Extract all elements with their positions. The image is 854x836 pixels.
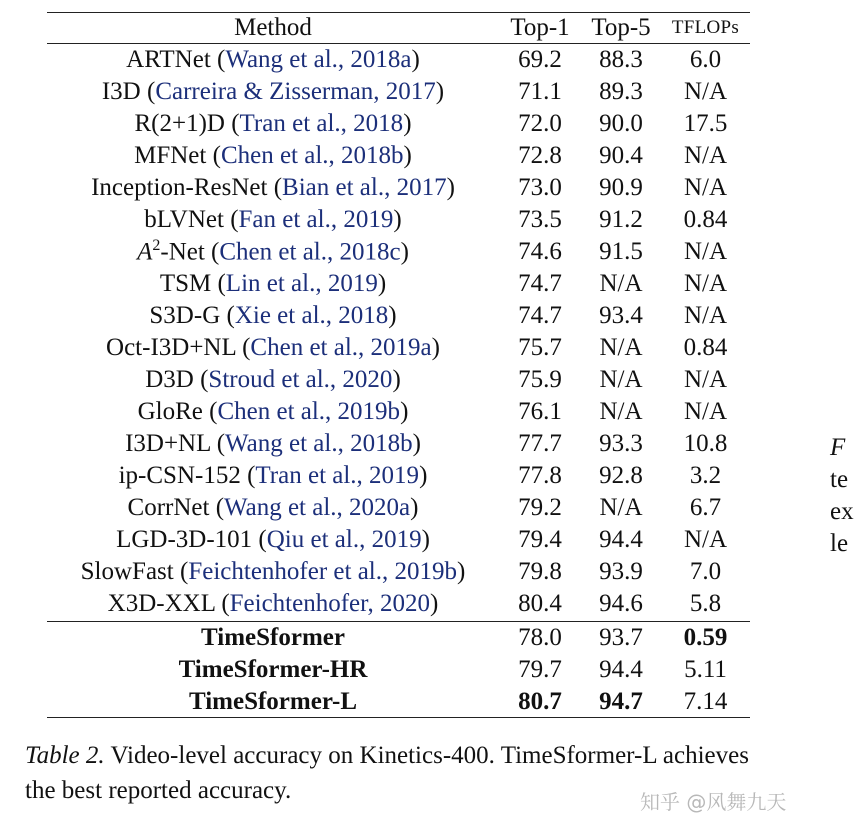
header-top1: Top-1: [510, 14, 570, 41]
tflops-cell: N/A: [683, 270, 728, 297]
top5-cell: 94.7: [599, 688, 643, 715]
top5-cell: N/A: [599, 494, 643, 521]
method-cell: ip-CSN-152 (Tran et al., 2019): [118, 462, 428, 489]
table-row: [47, 140, 750, 172]
table-row: [47, 300, 750, 332]
tflops-cell: 5.8: [689, 590, 722, 617]
top5-cell: 91.5: [599, 238, 643, 265]
top1-cell: 77.8: [518, 462, 562, 489]
top1-cell: 80.7: [518, 688, 562, 715]
caption-label: Table 2.: [25, 742, 105, 769]
top1-cell: 71.1: [518, 78, 562, 105]
citation: Qiu et al., 2019: [266, 526, 422, 553]
caption-text: Video-level accuracy on Kinetics-400. TimeSformer-L achieves the best reported accuracy.: [25, 742, 749, 804]
method-name: I3D: [101, 78, 141, 105]
citation: Bian et al., 2017: [282, 174, 447, 201]
citation: Chen et al., 2018c: [219, 238, 401, 266]
top5-cell: N/A: [599, 270, 643, 297]
table-row: [47, 172, 750, 204]
tflops-cell: N/A: [683, 78, 728, 105]
top1-cell: 77.7: [518, 430, 562, 457]
table-row: [47, 332, 750, 364]
tflops-cell: 7.14: [683, 688, 728, 715]
top5-cell: 90.4: [599, 142, 643, 169]
header-top5: Top-5: [591, 14, 651, 41]
method-name: Oct-I3D+NL: [106, 334, 236, 361]
method-cell: TimeSformer-HR: [178, 656, 368, 683]
side-fragment-line: F: [830, 434, 846, 461]
table-row: [47, 524, 750, 556]
method-superscript: 2: [152, 237, 161, 255]
table-row: [47, 428, 750, 460]
method-name: GloRe: [137, 398, 203, 425]
method-name: MFNet: [134, 142, 207, 169]
top5-cell: 89.3: [599, 78, 643, 105]
method-name: ARTNet: [126, 46, 211, 73]
tflops-cell: N/A: [683, 526, 728, 553]
top5-cell: 93.3: [599, 430, 643, 457]
top1-cell: 72.8: [518, 142, 562, 169]
method-cell: I3D (Carreira & Zisserman, 2017): [101, 78, 445, 105]
citation: Carreira & Zisserman, 2017: [155, 78, 436, 105]
tflops-cell: N/A: [683, 398, 728, 425]
header-method: Method: [234, 14, 312, 41]
method-cell: Inception-ResNet (Bian et al., 2017): [91, 174, 455, 201]
top5-cell: 94.6: [599, 590, 643, 617]
top5-cell: 90.9: [599, 174, 643, 201]
tflops-cell: N/A: [683, 302, 728, 329]
method-name: ip-CSN-152: [118, 462, 241, 489]
top5-cell: 91.2: [599, 206, 643, 233]
top1-cell: 73.5: [518, 206, 562, 233]
table-row: [47, 588, 750, 620]
side-fragment-line: le: [830, 530, 849, 557]
top5-cell: N/A: [599, 334, 643, 361]
top5-cell: 93.4: [599, 302, 643, 329]
tflops-cell: 3.2: [689, 462, 722, 489]
method-name: TSM: [159, 270, 212, 297]
top1-cell: 74.7: [518, 302, 562, 329]
top1-cell: 79.7: [518, 656, 562, 683]
method-name: CorrNet: [127, 494, 210, 521]
table-row: [47, 268, 750, 300]
table-row: [47, 108, 750, 140]
method-cell: MFNet (Chen et al., 2018b): [134, 142, 412, 169]
method-cell: GloRe (Chen et al., 2019b): [137, 398, 409, 425]
method-cell: Oct-I3D+NL (Chen et al., 2019a): [106, 334, 440, 361]
top1-cell: 69.2: [518, 46, 562, 73]
table-row: [47, 492, 750, 524]
tflops-cell: 7.0: [689, 558, 722, 585]
method-cell: bLVNet (Fan et al., 2019): [144, 206, 402, 233]
method-name: LGD-3D-101: [116, 526, 253, 553]
top5-cell: 94.4: [599, 526, 643, 553]
citation: Chen et al., 2018b: [220, 142, 404, 169]
tflops-cell: N/A: [683, 366, 728, 393]
table-row: [47, 364, 750, 396]
top1-cell: 72.0: [518, 110, 562, 137]
citation: Tran et al., 2018: [239, 110, 404, 137]
method-cell: R(2+1)D (Tran et al., 2018): [134, 110, 412, 137]
top5-cell: 88.3: [599, 46, 643, 73]
top5-cell: 93.9: [599, 558, 643, 585]
header-tflops: TFLOPs: [671, 17, 740, 38]
citation: Fan et al., 2019: [238, 206, 394, 233]
ours-row: [47, 686, 750, 718]
method-cell: ARTNet (Wang et al., 2018a): [126, 46, 420, 73]
citation: Wang et al., 2018a: [225, 46, 412, 73]
watermark: 知乎 @风舞九天: [640, 790, 787, 814]
table-row: [47, 204, 750, 236]
top1-cell: 80.4: [518, 590, 562, 617]
tflops-cell: 0.84: [683, 334, 728, 361]
adjacent-column-fragment: [830, 432, 854, 560]
top1-cell: 75.9: [518, 366, 562, 393]
method-name: -Net: [160, 238, 205, 266]
method-cell: S3D-G (Xie et al., 2018): [149, 302, 397, 329]
bottom-rule: [47, 717, 750, 718]
citation: Tran et al., 2019: [255, 462, 420, 489]
tflops-cell: 6.0: [689, 46, 722, 73]
method-cell: LGD-3D-101 (Qiu et al., 2019): [116, 526, 430, 553]
top1-cell: 73.0: [518, 174, 562, 201]
method-cell: I3D+NL (Wang et al., 2018b): [125, 430, 421, 457]
method-name: I3D+NL: [125, 430, 211, 457]
citation: Wang et al., 2018b: [225, 430, 413, 457]
top1-cell: 79.2: [518, 494, 562, 521]
tflops-cell: 6.7: [689, 494, 722, 521]
top5-cell: 93.7: [599, 624, 643, 651]
tflops-cell: N/A: [683, 238, 728, 265]
citation: Stroud et al., 2020: [208, 366, 393, 393]
citation: Feichtenhofer, 2020: [229, 590, 430, 617]
top1-cell: 74.6: [518, 238, 562, 265]
table-row: [47, 44, 750, 76]
method-cell: D3D (Stroud et al., 2020): [145, 366, 401, 393]
citation: Wang et al., 2020a: [224, 494, 411, 521]
method-name: X3D-XXL: [107, 590, 216, 617]
tflops-cell: 0.84: [683, 206, 728, 233]
method-cell: CorrNet (Wang et al., 2020a): [127, 494, 419, 521]
method-cell: SlowFast (Feichtenhofer et al., 2019b): [80, 558, 466, 585]
top5-cell: 94.4: [599, 656, 643, 683]
side-fragment-line: ex: [830, 498, 854, 525]
table-row: [47, 236, 750, 268]
side-fragment-line: te: [830, 466, 849, 493]
citation: Lin et al., 2019: [225, 270, 378, 297]
table-row: [47, 396, 750, 428]
tflops-cell: 0.59: [683, 624, 728, 651]
citation: Chen et al., 2019b: [217, 398, 401, 425]
tflops-cell: 10.8: [683, 430, 728, 457]
method-name: S3D-G: [149, 302, 221, 329]
top5-cell: 92.8: [599, 462, 643, 489]
method-cell: TimeSformer: [201, 624, 345, 651]
method-prefix: A: [137, 238, 153, 266]
top1-cell: 74.7: [518, 270, 562, 297]
top1-cell: 75.7: [518, 334, 562, 361]
top1-cell: 78.0: [518, 624, 562, 651]
citation: Feichtenhofer et al., 2019b: [188, 558, 457, 585]
method-cell: X3D-XXL (Feichtenhofer, 2020): [107, 590, 439, 617]
top1-cell: 79.8: [518, 558, 562, 585]
method-name: SlowFast: [80, 558, 174, 585]
method-name: Inception-ResNet: [91, 174, 268, 201]
table-row: [47, 556, 750, 588]
header-row: [47, 13, 750, 43]
ours-row: [47, 654, 750, 686]
top5-cell: N/A: [599, 398, 643, 425]
top5-cell: 90.0: [599, 110, 643, 137]
method-cell: $A^2$-Net (Chen et al., 2018c): [137, 237, 409, 266]
top1-cell: 79.4: [518, 526, 562, 553]
tflops-cell: 17.5: [683, 110, 728, 137]
method-name: D3D: [145, 366, 194, 393]
citation: Chen et al., 2019a: [250, 334, 432, 361]
tflops-cell: N/A: [683, 174, 728, 201]
table-row: [47, 460, 750, 492]
method-name: bLVNet: [144, 206, 224, 233]
tflops-cell: 5.11: [684, 656, 727, 683]
top5-cell: N/A: [599, 366, 643, 393]
method-cell: TSM (Lin et al., 2019): [159, 270, 387, 297]
table-row: [47, 76, 750, 108]
method-name: R(2+1)D: [134, 110, 225, 137]
method-cell: TimeSformer-L: [188, 688, 357, 715]
tflops-cell: N/A: [683, 142, 728, 169]
top1-cell: 76.1: [518, 398, 562, 425]
ours-row: [47, 622, 750, 654]
citation: Xie et al., 2018: [234, 302, 389, 329]
